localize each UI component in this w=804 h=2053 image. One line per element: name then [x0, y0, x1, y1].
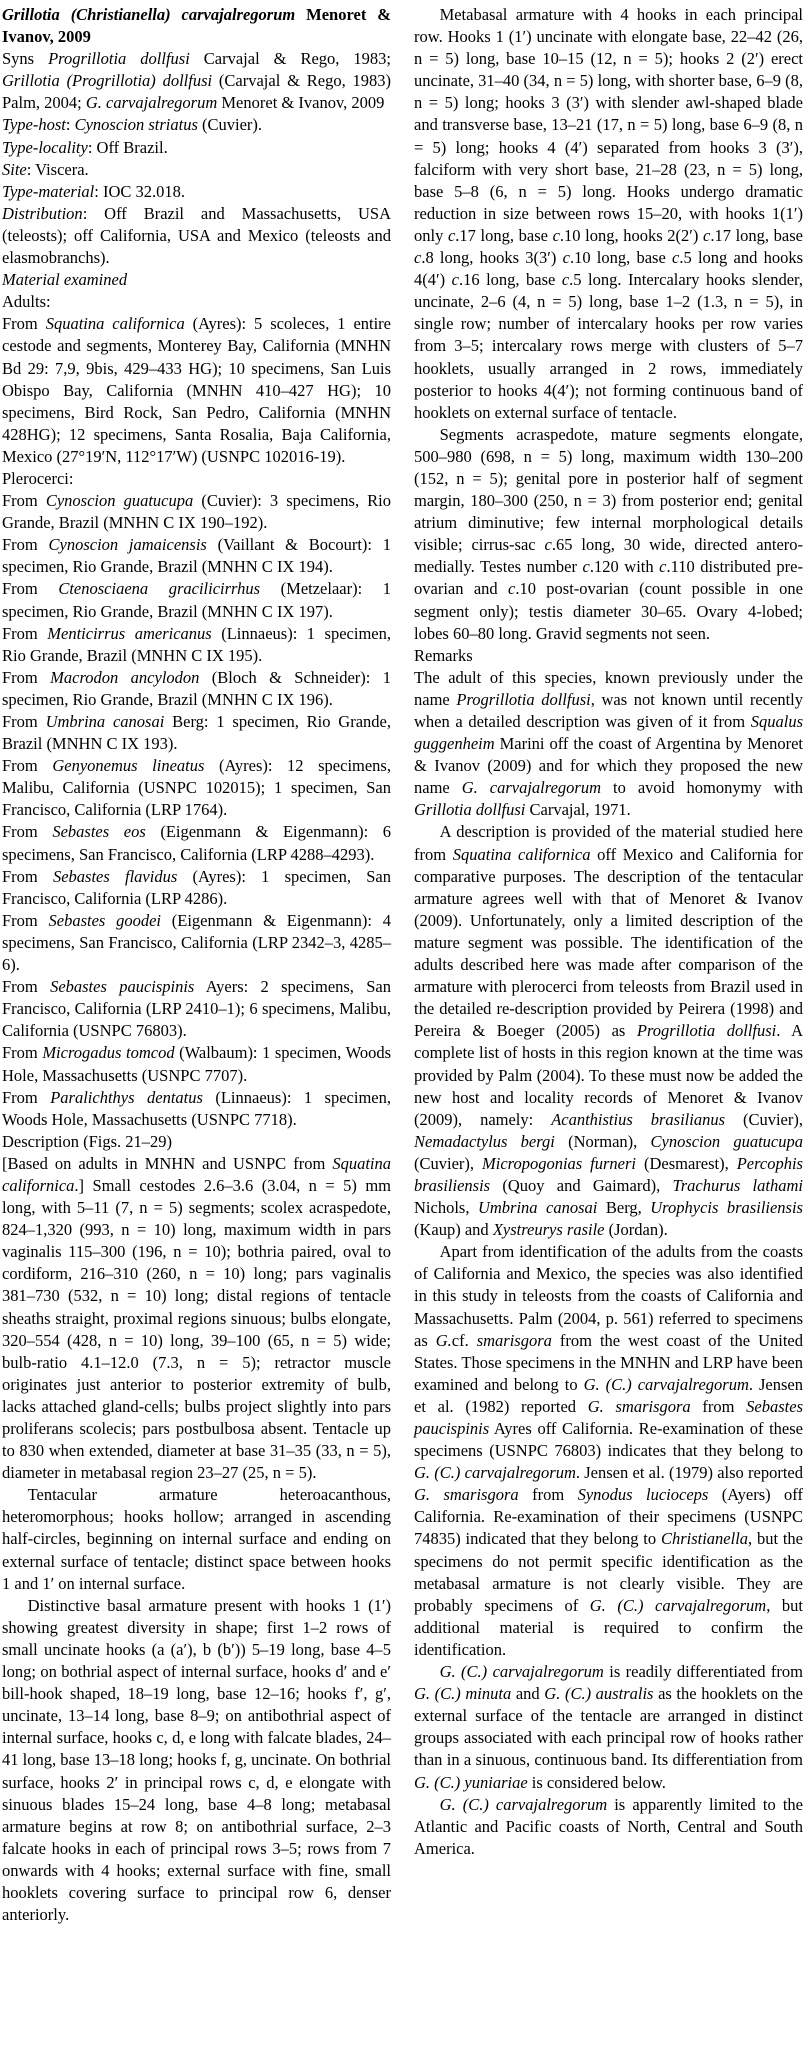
remarks-paragraph-2: A description is provided of the material studied here from Squatina californica off Mexico and California for comparative purposes. The description of the tentacular armature agrees well with that of Menoret & Ivanov (2009). Unfortunately, only a limited description of the mature segment was possible. The identification of the adults described here was made after comparison of the armature with plerocerci from teleosts from Brazil used in the detailed re-description provided by Peirera (1998) and Pereira & Boeger (2005) as Progrillotia dollfusi. A complete list of hosts in this region known at the time was provided by Palm (2004). To these must now be added the new host and locality records of Menoret & Ivanov (2009), namely: Acanthistius brasilianus (Cuvier), Nemadactylus bergi (Norman), Cynoscion guatucupa (Cuvier), Micropogonias furneri (Desmarest), Percophis brasiliensis (Quoy and Gaimard), Trachurus lathami Nichols, Umbrina canosai Berg, Urophycis brasiliensis (Kaup) and Xystreurys rasile (Jordan). [414, 822, 804, 1240]
remarks-paragraph-4: G. (C.) carvajalregorum is readily differentiated from G. (C.) minuta and G. (C.) australis as the hooklets on the external surface of the tentacle are arranged in distinct groups associated with each principal row of hooks rather than in a sinuous, continuous band. Its differentiation from G. (C.) yuniariae is considered below. [414, 1662, 803, 1792]
record-umbrina-canosai: From Umbrina canosai Berg: 1 specimen, Rio Grande, Brazil (MNHN C IX 193). [2, 712, 391, 754]
type-host: Type-host: Cynoscion striatus (Cuvier). [2, 115, 263, 135]
record-cynoscion-guatucupa: From Cynoscion guatucupa (Cuvier): 3 specimens, Rio Grande, Brazil (MNHN C IX 190–192). [2, 491, 391, 533]
description-heading: Description (Figs. 21–29) [2, 1131, 173, 1151]
right-column [414, 4, 803, 2043]
material-examined-heading: Material examined [2, 270, 128, 290]
remarks-paragraph-3: Apart from identification of the adults from the coasts of California and Mexico, the species was also identified in this study in teleosts from the coasts of California and Massachusetts. Palm (2004, p. 561) referred to specimens as G.cf. smarisgora from the west coast of the United States. Those specimens in the MNHN and LRP have been examined and belong to G. (C.) carvajalregorum. Jensen et al. (1982) reported G. smarisgora from Sebastes paucispinis Ayres off California. Re-examination of these specimens (USNPC 76803) indicates that they belong to G. (C.) carvajalregorum. Jensen et al. (1979) also reported G. smarisgora from Synodus lucioceps (Ayers) off California. Re-examination of their specimens (USNPC 74835) indicated that they belong to Christianella, but the specimens do not permit specific identification as the metabasal armature is not clearly visible. They are probably specimens of G. (C.) carvajalregorum, but additional material is required to confirm the identification. [414, 1242, 804, 1659]
plerocerci-label: Plerocerci: [2, 468, 74, 488]
remarks-heading: Remarks [414, 645, 473, 665]
record-macrodon-ancylodon: From Macrodon ancylodon (Bloch & Schneider): 1 specimen, Rio Grande, Brazil (MNHN C IX 196). [2, 667, 392, 709]
synonyms: Syns Progrillotia dollfusi Carvajal & Rego, 1983; Grillotia (Progrillotia) dollfusi (Carvajal & Rego, 1983) Palm, 2004; G. carvajalregorum Menoret & Ivanov, 2009 [2, 49, 391, 113]
record-cynoscion-jamaicensis: From Cynoscion jamaicensis (Vaillant & Bocourt): 1 specimen, Rio Grande, Brazil (MNHN C IX 194). [2, 535, 391, 577]
type-locality: Type-locality: Off Brazil. [2, 137, 168, 157]
type-material: Type-material: IOC 32.018. [2, 181, 186, 201]
material-adults: From Squatina californica (Ayres): 5 scoleces, 1 entire cestode and segments, Monterey Bay, California (MNHN Bd 29: 7,9, 9bis, 429–433 HG); 10 specimens, San Luis Obispo Bay, California (MNHN 410–427 HG); 10 specimens, Bird Rock, San Pedro, California (MNHN 428HG); 12 specimens, Santa Rosalia, Baja California, Mexico (27°19′N, 112°17′W) (USNPC 102016-19). [2, 314, 392, 466]
remarks-paragraph-5: G. (C.) carvajalregorum is apparently limited to the Atlantic and Pacific coasts of North, Central and South America. [414, 1794, 803, 1858]
metabasal-paragraph: Metabasal armature with 4 hooks in each principal row. Hooks 1 (1′) uncinate with elongate base, 22–42 (26, n = 5) long, base 10–15 (12, n = 5); hooks 2 (2′) erect uncinate, 31–40 (34, n = 5) long, with shorter base, 6–9 (8, n = 5) long; hooks 3 (3′) with slender awl-shaped blade and transverse base, 13–21 (17, n = 5) long, base 6–9 (8, n = 5) long; hooks 4 (4′) separated from hooks 3 (3′), falciform with very short base, 21–28 (23, n = 5) long, base 5–8 (6, n = 5) long. Hooks undergo dramatic reduction in size between rows 15–20, with hooks 1(1′) only c.17 long, base c.10 long, hooks 2(2′) c.17 long, base c.8 long, hooks 3(3′) c.10 long, base c.5 long and hooks 4(4′) c.16 long, base c.5 long. Intercalary hooks slender, uncinate, 2–6 (4, n = 5) long, base 1–2 (1.3, n = 5), in single row; number of intercalary hooks per row varies from 3–5; intercalary rows merge with clusters of 5–7 hooklets, usually arranged in 2 rows, immediately posterior to hooks 4(4′); not forming continuous band of hooklets on external surface of tentacle. [414, 5, 803, 422]
adults-label: Adults: [2, 292, 51, 312]
record-genyonemus-lineatus: From Genyonemus lineatus (Ayres): 12 specimens, Malibu, California (USNPC 102015); 1 specimen, San Francisco, California (LRP 1764). [2, 756, 391, 820]
record-sebastes-flavidus: From Sebastes flavidus (Ayres): 1 specimen, San Francisco, California (LRP 4286). [2, 866, 391, 908]
description-paragraph-3: Distinctive basal armature present with hooks 1 (1′) showing greatest diversity in shape; first 1–2 rows of small uncinate hooks (a (a′), b (b′)) 5–19 long, base 4–5 long; on bothrial aspect of internal surface, hooks d′ and e′ bill-hook shaped, 18–19 long, base 12–16; hooks f′, g′, uncinate, 13–14 long, base 8–9; on antibothrial aspect of internal surface, hooks c, d, e long with falcate blades, 24–41 long, base 13–18 long; hooks f, g, uncinate. On bothrial surface, hooks 2′ in principal rows c, d, e elongate with sinuous blades 15–24 long, base 4–8 long; metabasal armature begins at row 8; on antibothrial surface, 2–3 falcate hooks in each of principal rows 3–5; rows from 7 onwards with 4 hooks; external surface with fine, small hooklets covering surface to principal row 6, denser anteriorly. [2, 1595, 391, 1925]
segments-paragraph: Segments acraspedote, mature segments elongate, 500–980 (698, n = 5) long, maximum width 130–200 (152, n = 5); genital pore in posterior half of segment margin, 180–300 (250, n = 3) from posterior end; genital atrium diminutive; few internal morphological details visible; cirrus-sac c.65 long, 30 wide, directed antero-medially. Testes number c.120 with c.110 distributed pre-ovarian and c.10 post-ovarian (count possible in one segment only); testis diameter 30–65. Ovary 4-lobed; lobes 60–80 long. Gravid segments not seen. [414, 424, 804, 643]
description-paragraph-1: [Based on adults in MNHN and USNPC from Squatina californica.] Small cestodes 2.6–3.6 (3.04, n = 5) mm long, with 5–11 (7, n = 5) segments; scolex acraspedote, 824–1,320 (993, n = 10) long, maximum width in pars vaginalis 115–300 (196, n = 10); bothria paired, oval to cordiform, 216–310 (260, n = 10) long; pars vaginalis 381–730 (532, n = 10) long; distal regions of tentacle sheaths straight, proximal regions sinuous; bulbs elongate, 320–554 (428, n = 10) long, 39–100 (65, n = 5) wide; bulb-ratio 4.1–12.0 (7.3, n = 5); retractor muscle originates just anterior to posterior extremity of bulb, lacks attached gland-cells; bulbs project slightly into pars proliferans scolecis; pars postbulbosa absent. Tentacle up to 830 when extended, diameter at base 31–35 (33, n = 5), diameter in metabasal region 23–27 (25, n = 5). [2, 1153, 391, 1483]
remarks-paragraph-1: The adult of this species, known previously under the name Progrillotia dollfusi, was not known until recently when a detailed description was given of it from Squalus guggenheim Marini off the coast of Argentina by Menoret & Ivanov (2009) and for which they proposed the new name G. carvajalregorum to avoid homonymy with Grillotia dollfusi Carvajal, 1971. [414, 667, 803, 820]
description-paragraph-2: Tentacular armature heteroacanthous, heteromorphous; hooks hollow; arranged in ascending half-circles, beginning on internal surface and ending on external surface of tentacle; distinct space between hooks 1 and 1′ on internal surface. [2, 1485, 391, 1593]
site: Site: Viscera. [2, 159, 89, 179]
record-sebastes-eos: From Sebastes eos (Eigenmann & Eigenmann): 6 specimens, San Francisco, California (LRP 4288–4293). [2, 822, 391, 864]
record-sebastes-goodei: From Sebastes goodei (Eigenmann & Eigenmann): 4 specimens, San Francisco, California (LRP 2342–3, 4285–6). [2, 910, 391, 975]
record-menticirrus-americanus: From Menticirrus americanus (Linnaeus): 1 specimen, Rio Grande, Brazil (MNHN C IX 195). [2, 623, 391, 665]
distribution: Distribution: Off Brazil and Massachusetts, USA (teleosts); off California, USA and Mexico (teleosts and elasmobranchs). [2, 203, 391, 268]
left-column [2, 4, 391, 2043]
record-ctenosciaena-gracilicirrhus: From Ctenosciaena gracilicirrhus (Metzelaar): 1 specimen, Rio Grande, Brazil (MNHN C IX 197). [2, 579, 392, 621]
record-sebastes-paucispinis: From Sebastes paucispinis Ayers: 2 specimens, San Francisco, California (LRP 2410–1); 6 specimens, Malibu, California (USNPC 76803). [2, 977, 391, 1041]
species-title: Grillotia (Christianella) carvajalregorum Menoret & Ivanov, 2009 [2, 5, 391, 47]
record-paralichthys-dentatus: From Paralichthys dentatus (Linnaeus): 1 specimen, Woods Hole, Massachusetts (USNPC 7718). [2, 1087, 391, 1129]
record-microgadus-tomcod: From Microgadus tomcod (Walbaum): 1 specimen, Woods Hole, Massachusetts (USNPC 7707). [2, 1043, 391, 1085]
